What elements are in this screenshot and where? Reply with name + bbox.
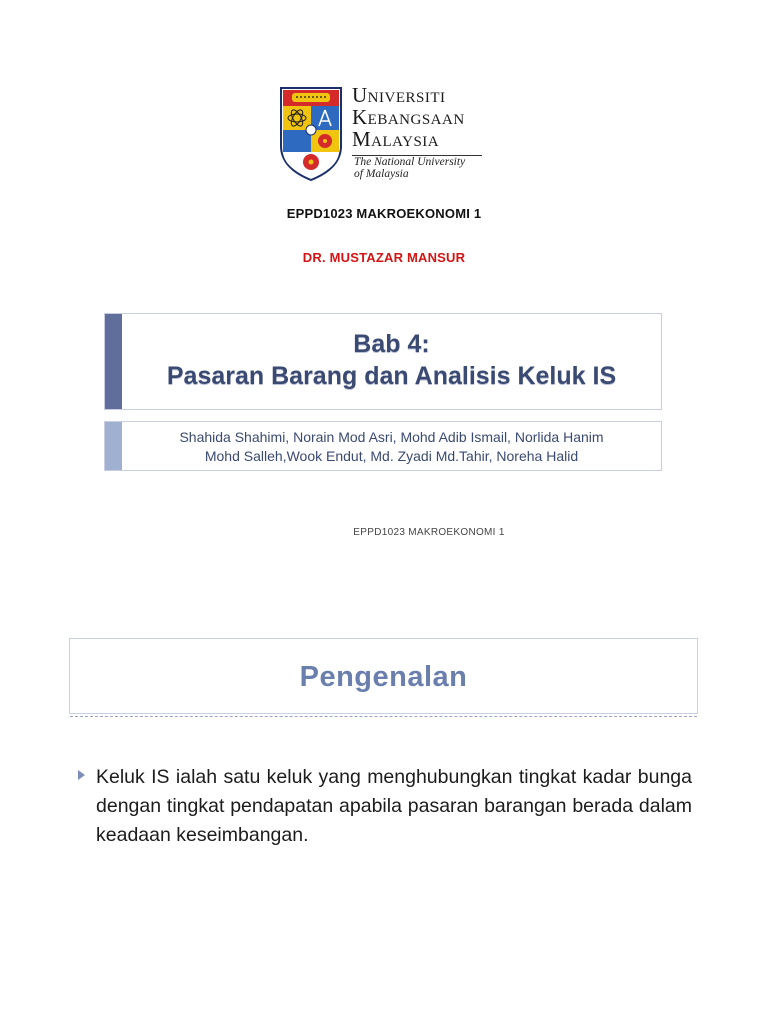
slide-title-box xyxy=(104,313,662,410)
ukm-crest-icon xyxy=(278,84,344,182)
university-tagline xyxy=(354,156,465,180)
university-name xyxy=(352,84,465,150)
university-name-line2: Kebangsaan xyxy=(352,105,465,129)
authors-accent-bar xyxy=(105,422,122,470)
tagline-line2: of Malaysia xyxy=(354,168,409,180)
slide-footer: EPPD1023 MAKROEKONOMI 1 xyxy=(353,527,505,538)
bullet-text: Keluk IS ialah satu keluk yang menghubungkan tingkat kadar bunga dengan tingkat pendapatan apabila pasaran barangan berada dalam keadaan keseimbangan. xyxy=(96,766,692,846)
title-accent-bar xyxy=(105,314,122,409)
university-name-line1: Universiti xyxy=(352,83,446,107)
course-title: EPPD1023 MAKROEKONOMI 1 xyxy=(286,206,482,221)
lecturer-name: DR. MUSTAZAR MANSUR xyxy=(302,250,466,265)
authors-line2: Mohd Salleh,Wook Endut, Md. Zyadi Md.Tahir, Noreha Halid xyxy=(204,448,579,464)
section-heading: Pengenalan xyxy=(299,661,468,693)
triangle-bullet-icon xyxy=(78,770,85,780)
slide-title-line2: Pasaran Barang dan Analisis Keluk IS xyxy=(166,362,617,390)
section-heading-box xyxy=(69,638,698,714)
slide-title xyxy=(122,328,661,392)
authors-box xyxy=(104,421,662,471)
authors-list xyxy=(122,428,661,466)
slide-title-line1: Bab 4: xyxy=(353,330,430,358)
university-logo xyxy=(278,84,488,184)
university-name-line3: Malaysia xyxy=(352,127,440,151)
tagline-line1: The National University xyxy=(354,156,466,168)
authors-line1: Shahida Shahimi, Norain Mod Asri, Mohd Adib Ismail, Norlida Hanim xyxy=(179,429,604,445)
bullet-item xyxy=(78,763,692,850)
